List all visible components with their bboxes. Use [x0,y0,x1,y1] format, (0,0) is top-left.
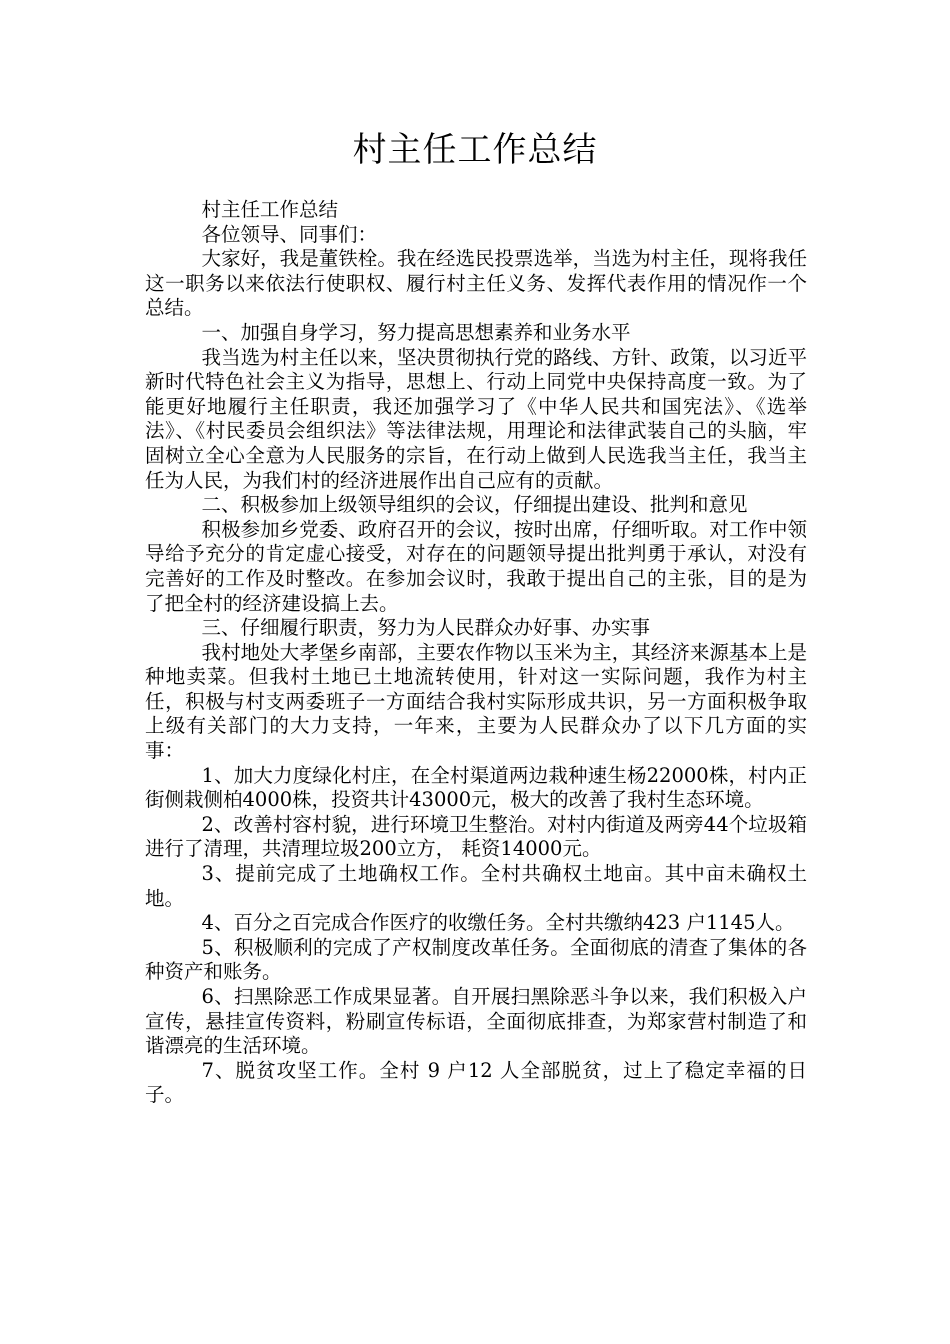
list-item-6: 6、扫黑除恶工作成果显著。自开展扫黑除恶斗争以来，我们积极入户宣传，悬挂宣传资料，粉刷宣传标语，全面彻底排查，为郑家营村制造了和谐漂亮的生活环境。 [145,985,807,1058]
page-title: 村主任工作总结 [352,130,598,170]
list-item-4: 4、百分之百完成合作医疗的收缴任务。全村共缴纳423 户1145人。 [201,911,795,935]
section-heading-3: 三、仔细履行职责，努力为人民群众办好事、办实事 [201,616,651,640]
paragraph-section-1: 我当选为村主任以来，坚决贯彻执行党的路线、方针、政策，以习近平新时代特色社会主义为指导，思想上、行动上同党中央保持高度一致。为了能更好地履行主任职责，我还加强学习了《中华人民共和国宪法》、《选举法》、《村民委员会组织法》等法律法规，用理论和法律武装自己的头脑，牢固树立全心全意为人民服务的宗旨，在行动上做到人民选我当主任，我当主任为人民，为我们村的经济进展作出自己应有的贡献。 [145,345,807,492]
list-item-3: 3、提前完成了土地确权工作。全村共确权土地亩。其中亩未确权土地。 [145,862,807,910]
paragraph-section-3: 我村地处大孝堡乡南部，主要农作物以玉米为主，其经济来源基本上是种地卖菜。但我村土地已土地流转使用，针对这一实际问题，我作为村主任，积极与村支两委班子一方面结合我村实际形成共识，另一方面积极争取上级有关部门的大力支持，一年来，主要为人民群众办了以下几方面的实事： [145,640,807,763]
list-item-1: 1、加大力度绿化村庄，在全村渠道两边栽种速生杨22000株，村内正街侧栽侧柏4000株，投资共计43000元，极大的改善了我村生态环境。 [145,763,807,812]
paragraph-intro: 大家好，我是董铁栓。我在经选民投票选举，当选为村主任，现将我任这一职务以来依法行使职权、履行村主任义务、发挥代表作用的情况作一个总结。 [145,247,807,320]
paragraph-heading: 村主任工作总结 [201,198,339,221]
list-item-7: 7、脱贫攻坚工作。全村 9 户12 人全部脱贫，过上了稳定幸福的日子。 [145,1058,807,1107]
list-item-2: 2、改善村容村貌，进行环境卫生整治。对村内街道及两旁44个垃圾箱进行了清理，共清理垃圾200立方， 耗资14000元。 [145,812,807,861]
section-heading-2: 二、积极参加上级领导组织的会议，仔细提出建设、批判和意见 [201,493,748,517]
paragraph-section-2: 积极参加乡党委、政府召开的会议，按时出席，仔细听取。对工作中领导给予充分的肯定虚心接受，对存在的问题领导提出批判勇于承认，对没有完善好的工作及时整改。在参加会议时，我敢于提出自己的主张，目的是为了把全村的经济建设搞上去。 [145,517,807,615]
document-body [145,198,807,1108]
section-heading-1: 一、加强自身学习，努力提高思想素养和业务水平 [201,320,631,344]
paragraph-salutation: 各位领导、同事们： [201,222,378,246]
list-item-5: 5、积极顺利的完成了产权制度改革任务。全面彻底的清查了集体的各种资产和账务。 [145,935,807,984]
